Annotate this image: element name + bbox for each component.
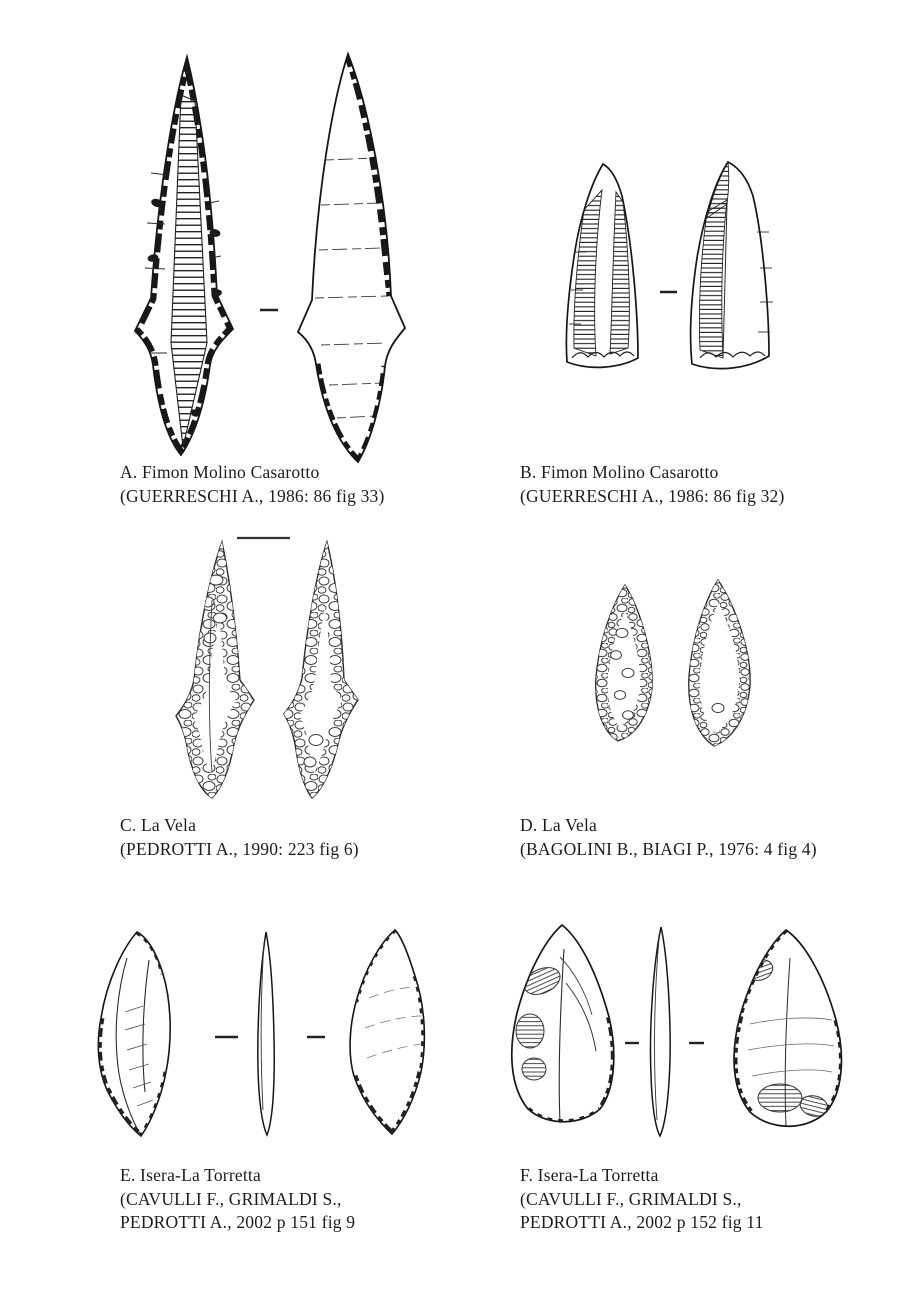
artifact-c-right-face: [284, 542, 358, 798]
artifact-a-left-face: [135, 57, 233, 455]
caption-line: (PEDROTTI A., 1990: 223 fig 6): [120, 838, 359, 859]
figure-caption-f: [520, 1164, 764, 1235]
caption-line: PEDROTTI A., 2002 p 152 fig 11: [520, 1212, 764, 1232]
artifact-e-profile-view: [258, 932, 274, 1135]
artifact-c-left-face: [176, 542, 254, 798]
caption-line: A. Fimon Molino Casarotto: [120, 462, 320, 482]
figure-caption-a: [120, 461, 385, 508]
artifact-e-right-face: [350, 930, 424, 1134]
caption-line: F. Isera-La Torretta: [520, 1165, 659, 1185]
artifact-drawing-b: [552, 152, 808, 384]
figure-panel-a: [120, 48, 420, 473]
artifact-f-left-face: [512, 925, 614, 1123]
artifact-d-left-face: [596, 585, 652, 741]
caption-line: (GUERRESCHI A., 1986: 86 fig 33): [120, 485, 385, 506]
figure-panel-c: [162, 528, 368, 810]
caption-line: (BAGOLINI B., BIAGI P., 1976: 4 fig 4): [520, 838, 817, 859]
figure-caption-e: [120, 1164, 355, 1235]
figure-caption-b: [520, 461, 785, 508]
caption-line: D. La Vela: [520, 815, 597, 835]
artifact-drawing-d: [585, 576, 770, 760]
figure-panel-d: [585, 576, 770, 760]
figure-caption-d: [520, 814, 817, 861]
figure-panel-e: [92, 920, 446, 1148]
caption-line: (CAVULLI F., GRIMALDI S.,: [520, 1188, 742, 1209]
figure-panel-f: [494, 916, 874, 1160]
caption-line: (CAVULLI F., GRIMALDI S.,: [120, 1188, 342, 1209]
figure-panel-b: [552, 152, 808, 384]
artifact-drawing-e: [92, 920, 446, 1148]
artifact-b-right-face: [691, 162, 773, 369]
artifact-drawing-f: [494, 916, 874, 1160]
artifact-d-right-face: [689, 580, 750, 746]
artifact-e-left-face: [98, 932, 170, 1136]
caption-line: B. Fimon Molino Casarotto: [520, 462, 719, 482]
artifact-drawing-a: [120, 48, 420, 473]
artifact-f-right-face: [734, 930, 841, 1126]
artifact-b-left-face: [566, 164, 638, 367]
artifact-a-right-face: [298, 54, 405, 462]
figure-caption-c: [120, 814, 359, 861]
caption-line: PEDROTTI A., 2002 p 151 fig 9: [120, 1212, 356, 1232]
caption-line: C. La Vela: [120, 815, 197, 835]
caption-line: (GUERRESCHI A., 1986: 86 fig 32): [520, 485, 785, 506]
artifact-drawing-c: [162, 528, 368, 810]
artifact-f-profile-view: [650, 927, 670, 1136]
caption-line: E. Isera-La Torretta: [120, 1165, 261, 1185]
